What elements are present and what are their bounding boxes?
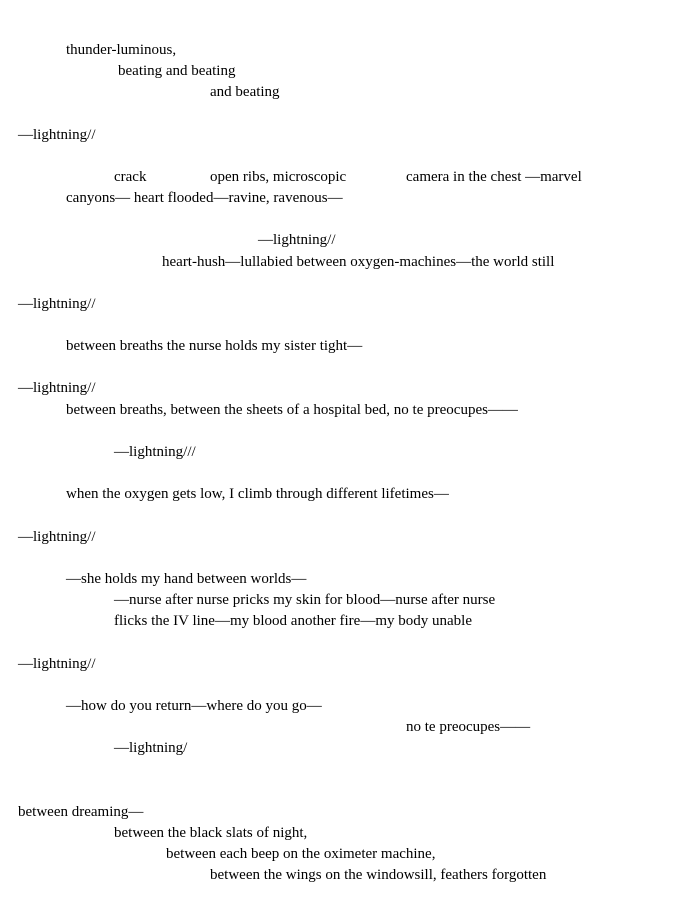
poem-line: —lightning// xyxy=(18,127,96,143)
poem-line: —lightning/ xyxy=(114,740,188,756)
poem-line: —lightning// xyxy=(18,380,96,396)
poem-line: —lightning// xyxy=(18,296,96,312)
poem-line: —lightning// xyxy=(18,529,96,545)
poem-line: beating and beating xyxy=(118,63,236,79)
poem-line: between each beep on the oximeter machine, xyxy=(166,846,436,862)
poem-line: when the oxygen gets low, I climb through different lifetimes— xyxy=(66,486,449,502)
poem-line: and beating xyxy=(210,84,280,100)
poem-line: between the wings on the windowsill, feathers forgotten xyxy=(210,867,547,883)
poem-line: between dreaming— xyxy=(18,804,144,820)
poem-line: heart-hush—lullabied between oxygen-machines—the world still xyxy=(162,254,555,270)
poem-line: between breaths the nurse holds my sister tight— xyxy=(66,338,363,354)
poem-line: —how do you return—where do you go— xyxy=(66,698,322,714)
poem-line: thunder-luminous, xyxy=(66,42,177,58)
poem-line: open ribs, microscopic xyxy=(210,169,347,185)
poem-line: —lightning// xyxy=(18,656,96,672)
poem-line: camera in the chest —marvel xyxy=(406,169,582,185)
poem-line: canyons— heart flooded—ravine, ravenous— xyxy=(66,190,343,206)
poem-line: crack xyxy=(114,169,147,185)
poem-line: —lightning/// xyxy=(114,444,196,460)
poem-line: —nurse after nurse pricks my skin for blood—nurse after nurse xyxy=(114,592,496,608)
poem-line: —lightning// xyxy=(258,232,336,248)
poem-line: between breaths, between the sheets of a hospital bed, no te preocupes—— xyxy=(66,402,518,418)
poem-line: —she holds my hand between worlds— xyxy=(66,571,307,587)
poem-line: between the black slats of night, xyxy=(114,825,308,841)
poem-line: flicks the IV line—my blood another fire—my body unable xyxy=(114,613,472,629)
poem-line: no te preocupes—— xyxy=(406,719,531,735)
